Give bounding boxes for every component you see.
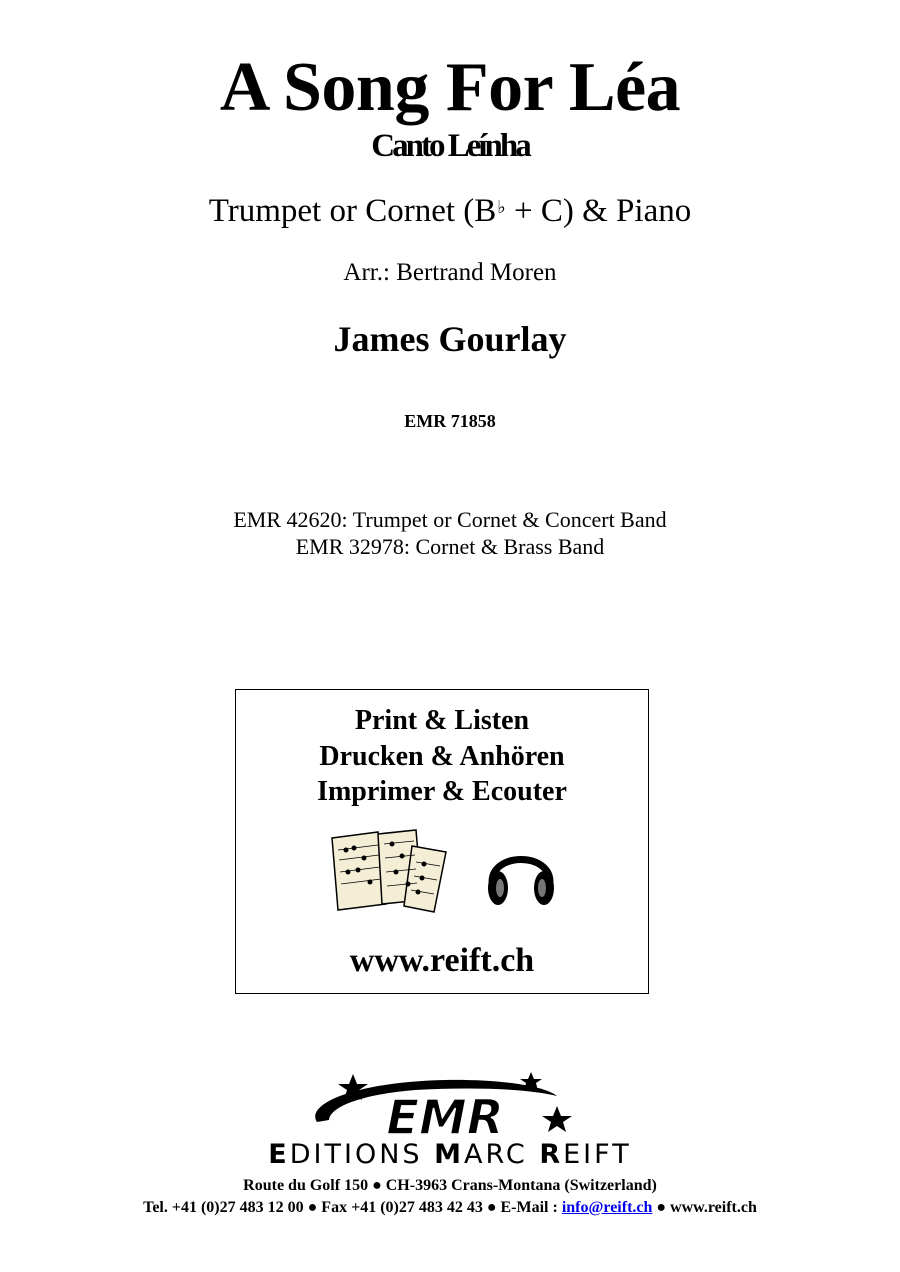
logo-text: EMR — [386, 1090, 504, 1145]
arranger: Arr.: Bertrand Moren — [343, 259, 557, 286]
print-listen-box — [235, 689, 649, 994]
emr-logo — [295, 1070, 585, 1145]
email-link[interactable]: info@reift.ch — [561, 1199, 653, 1216]
headphones-icon — [484, 838, 558, 912]
publisher-name: EDITIONS MARC REIFT — [268, 1139, 632, 1170]
promo-line-de: Drucken & Anhören — [319, 741, 565, 772]
flat-sign: ♭ — [497, 197, 506, 217]
other-edition-1: EMR 42620: Trumpet or Cornet & Concert Band — [233, 507, 667, 532]
website-link[interactable]: www.reift.ch — [349, 942, 535, 979]
publisher-contact: Tel. +41 (0)27 483 12 00 ● Fax +41 (0)27 483 42 43 ● E-Mail : info@reift.ch ● www.reift.ch — [143, 1199, 757, 1216]
page-title: A Song For Léa — [219, 49, 681, 126]
promo-line-en: Print & Listen — [354, 705, 530, 736]
instrumentation-text: Trumpet or Cornet (B — [208, 193, 497, 229]
subtitle: Canto Leínha — [371, 128, 529, 164]
other-edition-2: EMR 32978: Cornet & Brass Band — [295, 534, 605, 559]
instrumentation-text-end: + C) & Piano — [505, 193, 692, 229]
publisher-address: Route du Golf 150 ● CH-3963 Crans-Montana (Switzerland) — [243, 1177, 657, 1194]
sheet-music-icon — [326, 828, 456, 913]
promo-line-fr: Imprimer & Ecouter — [317, 776, 567, 807]
composer: James Gourlay — [333, 319, 567, 359]
instrumentation — [0, 191, 900, 231]
catalog-number: EMR 71858 — [404, 411, 496, 431]
